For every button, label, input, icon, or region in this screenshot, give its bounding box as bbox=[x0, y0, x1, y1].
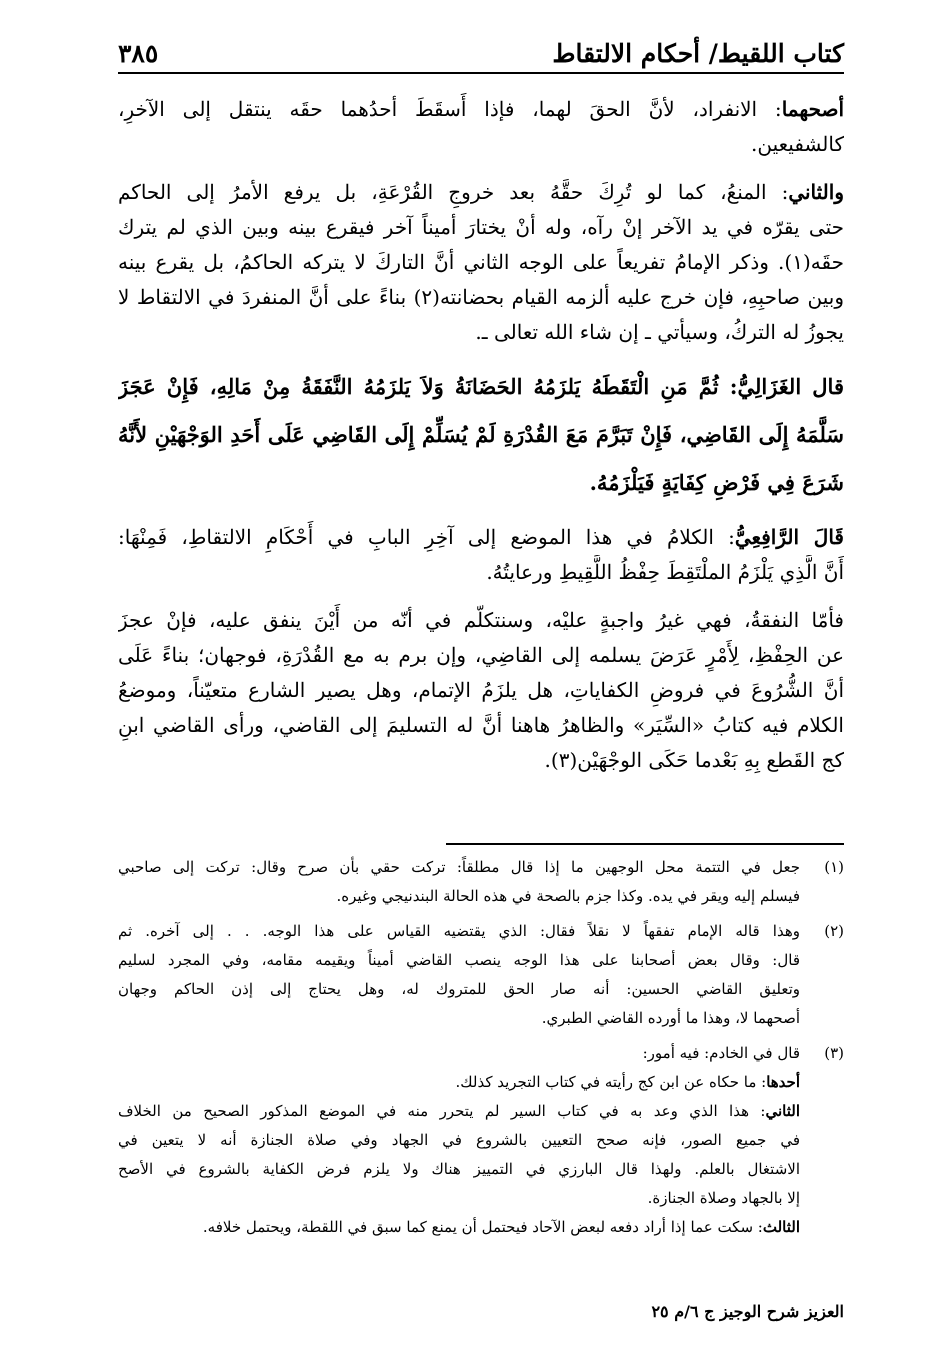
paragraph-asahhuhuma bbox=[118, 92, 844, 162]
text-line bbox=[118, 175, 844, 210]
header-title: كتاب اللقيط/ أحكام الالتقاط bbox=[552, 39, 844, 68]
header-divider bbox=[118, 72, 844, 74]
page-number: ٣٨٥ bbox=[118, 39, 159, 68]
text-line bbox=[118, 92, 844, 127]
footnote-line bbox=[118, 853, 844, 882]
footnote-line: قال: وقال بعض أصحابنا على هذا الوجه ينصب القاضي أميناً ويقيمه مقامه، وفي المجرد لسليم bbox=[118, 951, 800, 969]
text-span: : هذا الذي وعد به في كتاب السير لم يتحرر منه في الموضع المذكور الصحيح من الخلاف bbox=[118, 1102, 766, 1120]
text-span: : المنعُ، كما لو تُرِكَ حقَّهُ بعد خروجِ القُرْعَةِ، بل يرفع الأمرُ إلى الحاكم bbox=[118, 180, 789, 204]
text-line: فأمّا النفقةُ، فهي غيرُ واجبةٍ عليْه، وسنتكلّم في أنّه من أَيْنَ ينفق عليه، فإنْ عجزَ bbox=[118, 608, 844, 632]
footnote-lead: الثالث bbox=[762, 1218, 800, 1236]
text-span: : سكت عما إذا أراد دفعه لبعض الآحاد فيحتمل أن يمنع كما سبق في اللقطة، ويحتمل خلافه. bbox=[202, 1218, 763, 1236]
main-text bbox=[118, 92, 844, 778]
footnote-1 bbox=[118, 853, 844, 911]
text-span: قال في الخادم: فيه أمور: bbox=[642, 1044, 800, 1062]
signature-mark: العزيز شرح الوجيز ج ٦/م ٢٥ bbox=[651, 1302, 844, 1321]
matn-line: سَلَّمَهُ إِلَى القَاضِي، فَإِنْ تَبَرَّمَ مَعَ القُدْرَةِ لَمْ يُسَلِّمْ إِلَى القَاضِي عَلَى أَحَدِ الوَجْهَيْنِ لأَنَّهُ bbox=[118, 422, 844, 447]
footnote-line: الاشتغال بالعلم. ولهذا قال البارزي في التمييز هناك ولا يلزم فرض الكفاية بالشروع في الأصح bbox=[118, 1160, 800, 1178]
footnote-line: أصحهما لا، وهذا ما أورده القاضي الطبري. bbox=[541, 1009, 800, 1027]
paragraph-rafii bbox=[118, 520, 844, 590]
text-span: : الكلامُ في هذا الموضع إلى آخِرِ البابِ في أَحْكَامِ الالتقاطِ، فَمِنْهَا: bbox=[118, 525, 735, 549]
text-line: وبين صاحبِهِ، فإن خرج عليه ألزمه القيام بحضانته(٢) بناءً على أنَّ المنفردَ في الالتقاط لا bbox=[118, 285, 844, 309]
text-span: وهذا قاله الإمام تفقهاً لا نقلاً فقال: الذي يقتضيه القياس على هذا الوجه. . . إلى آخره. ثم bbox=[118, 922, 800, 940]
text-line: حتى يقرّه في يد الآخر إنْ رآه، وله أنْ يختارَ أميناً آخر فيقرع بينه وبين الذي لم يترك bbox=[118, 215, 844, 239]
footnote-2 bbox=[118, 917, 844, 1033]
footnote-line: إلا بالجهاد وصلاة الجنازة. bbox=[647, 1189, 800, 1207]
paragraph-lead: أصحهما bbox=[781, 97, 844, 121]
footnote-lead: أحدها bbox=[766, 1073, 800, 1091]
footnote-line: في جميع الصور، فإنه صحح التعيين بالشروع في الجهاد وفي صلاة الجنازة أنه لا يتعين في bbox=[118, 1131, 800, 1149]
footnote-line bbox=[118, 917, 844, 946]
paragraph-second-view bbox=[118, 175, 844, 350]
text-line: كالشفيعين. bbox=[751, 132, 844, 156]
running-header bbox=[118, 28, 844, 68]
matn-line: شَرَعَ فِي فَرْضِ كِفَايَةٍ فَيَلْزَمُهُ. bbox=[589, 470, 844, 495]
text-span: جعل في التتمة محل الوجهين ما إذا قال مطلقاً: تركت حقي بأن صرح وقال: تركت إلى صاحبي bbox=[118, 858, 800, 876]
footnote-line bbox=[118, 1068, 844, 1097]
footnote-line bbox=[118, 1213, 844, 1242]
text-line: أنَّ الشُّرُوعَ في فروضِ الكفاياتِ، هل يلزَمُ الإتمام، وهل يصير الشارع متعيّناً، وموضعُ bbox=[118, 678, 844, 702]
matn-line: قال الغَزَالِيُّ: ثُمَّ مَنِ الْتَقَطَهُ يَلزَمُهُ الحَضَانَةُ وَلاَ يَلزَمُهُ النَّفَقَةُ مِنْ مَالِهِ، فَإِنْ عَجَزَ bbox=[118, 374, 844, 399]
footnote-number: (٢) bbox=[824, 922, 844, 940]
text-line: أَنَّ الَّذِي يَلْزَمُ الملْتَقِطَ حِفْظُ اللَّقِيطِ ورعايتُهُ. bbox=[486, 560, 844, 584]
text-span: : الانفراد، لأنَّ الحقَ لهما، فإذا أَسقَطَ أحدُهما حقَه ينتقل إلى الآخرِ، bbox=[118, 97, 782, 121]
paragraph-lead: والثاني bbox=[788, 180, 844, 204]
footnote-number: (١) bbox=[824, 858, 844, 876]
footnote-3 bbox=[118, 1039, 844, 1242]
paragraph-nafaqa bbox=[118, 603, 844, 778]
footnote-number: (٣) bbox=[824, 1044, 844, 1062]
footnote-line bbox=[118, 1097, 844, 1126]
text-line bbox=[118, 520, 844, 555]
footnote-divider bbox=[446, 843, 844, 845]
text-line: عن الحِفْظِ، لِأَمْرٍ عَرَضَ يسلمه إلى القاضِي، وإن برم به مع القُدْرَةِ، فوجهان؛ بناءً عَلَى bbox=[118, 643, 844, 667]
text-span: : ما حكاه عن ابن كج رأيته في كتاب التجريد كذلك. bbox=[455, 1073, 767, 1091]
footnote-line: فيسلم إليه ويقر في يده. وكذا جزم بالصحة في هذه الحالة البندنيجي وغيره. bbox=[336, 887, 800, 905]
paragraph-lead: قَالَ الرَّافِعِيُّ bbox=[734, 525, 844, 549]
footnote-line bbox=[118, 1039, 844, 1068]
text-line: كج القَطع بِهِ بَعْدما حَكَى الوجْهَيْن(٣). bbox=[544, 748, 844, 772]
text-line: يجوزُ له التركُ، وسيأتي ـ إن شاء الله تعالى ـ. bbox=[475, 320, 844, 344]
footnote-line: وتعليق القاضي الحسين: أنه صار الحق للمتروك له، وهل يحتاج إلى إذن الحاكم وجهان bbox=[118, 980, 800, 998]
text-line: الكلام فيه كتابُ «السِّيَر» والظاهرُ هاهنا أنَّ له التسليمَ إلى القاضي، ورأى القاضي ابنِ bbox=[118, 713, 844, 737]
footnote-lead: الثاني bbox=[765, 1102, 800, 1120]
paragraph-ghazali-matn bbox=[118, 363, 844, 507]
footnotes bbox=[118, 853, 844, 1242]
text-line: حقَه(١). وذكر الإمامُ تفريعاً على الوجه الثاني أنَّ التاركَ لا يتركه الحاكمُ، بل يقرع بينه bbox=[118, 250, 844, 274]
